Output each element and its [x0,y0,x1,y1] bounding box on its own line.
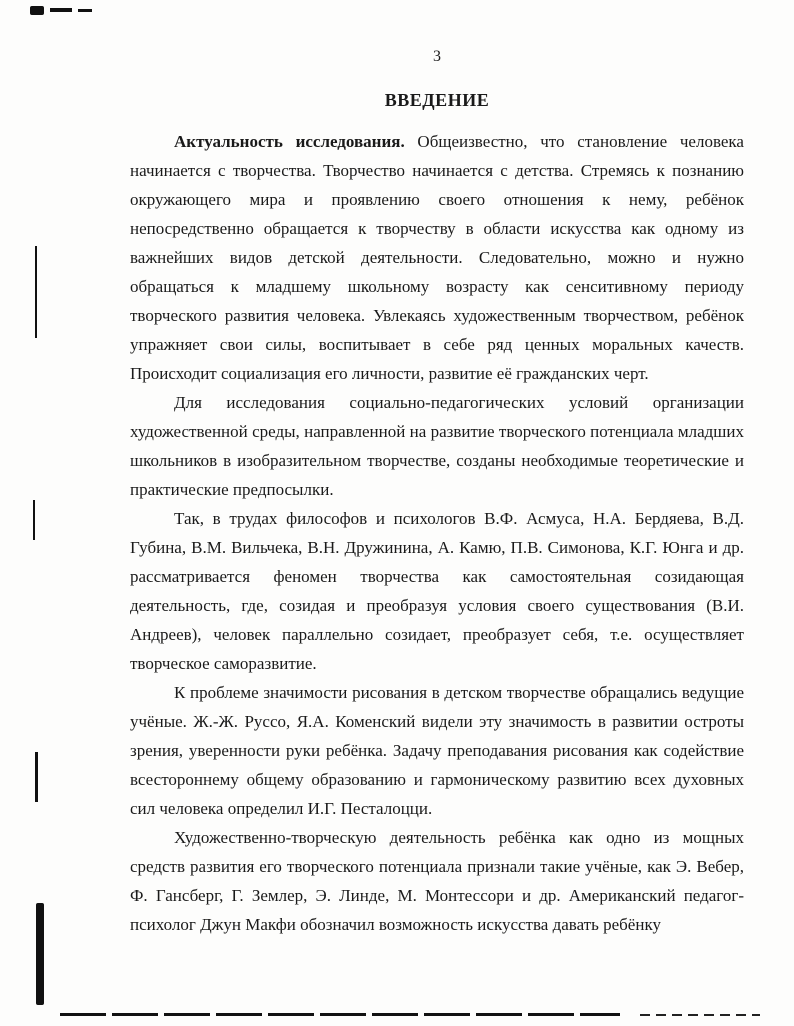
section-title: ВВЕДЕНИЕ [384,90,490,110]
scan-artifact-top-blot [30,6,44,15]
paragraph-4 [130,678,744,823]
paragraph-4-text: К проблеме значимости рисования в детском творчестве обращались ведущие учёные. Ж.-Ж. Руссо, Я.А. Коменский видели эту значимость в развитии остроты зрения, уверенности руки ребёнка. Задачу преподавания рисования как содействие всестороннему общему образованию и гармоническому развитию всех духовных сил человека определил И.Г. Песталоцци. [130,683,744,818]
scan-artifact-top-dash [50,8,72,12]
paragraph-2-text: Для исследования социально-педагогических условий организации художественной среды, направленной на развитие творческого потенциала младших школьников в изобразительном творчестве, созданы необходимые теоретические и практические предпосылки. [130,393,744,499]
page-content [130,48,744,939]
scan-artifact-bottom-rule-right [640,1014,760,1016]
scan-artifact-left-line-2 [33,500,35,540]
paragraph-3 [130,504,744,678]
scan-artifact-top-dash-2 [78,9,92,12]
paragraph-5 [130,823,744,939]
scan-artifact-left-line-3 [35,752,38,802]
page-number: 3 [433,48,441,65]
scan-artifact-left-line-1 [35,246,37,338]
paragraph-1-text: Общеизвестно, что становление человека начинается с творчества. Творчество начинается с детства. Стремясь к познанию окружающего мира и проявлению своего отношения к нему, ребёнок непосредственно обращается к творчеству в области искусства как одному из важнейших видов детской деятельности. Следовательно, можно и нужно обращаться к младшему школьному возрасту как сенситивному периоду творческого развития человека. Увлекаясь художественным творчеством, ребёнок упражняет свои силы, воспитывает в себе ряд ценных моральных качеств. Происходит социализация его личности, развитие её гражданских черт. [130,132,744,383]
paragraph-5-text: Художественно-творческую деятельность ребёнка как одно из мощных средств развития его творческого потенциала признали такие учёные, как Э. Вебер, Ф. Гансберг, Г. Землер, Э. Линде, М. Монтессори и др. Американский педагог-психолог Джун Макфи обозначил возможность искусства давать ребёнку [130,828,744,934]
paragraph-2 [130,388,744,504]
scan-artifact-bottom-bar [36,903,44,1005]
paragraph-1-lead: Актуальность исследования. [174,132,405,151]
scan-artifact-bottom-rule [60,1013,620,1016]
paragraph-1 [130,127,744,388]
paragraph-3-text: Так, в трудах философов и психологов В.Ф. Асмуса, Н.А. Бердяева, В.Д. Губина, В.М. Вильчека, В.Н. Дружинина, А. Камю, П.В. Симонова, К.Г. Юнга и др. рассматривается феномен творчества как самостоятельная созидающая деятельность, где, созидая и преобразуя условия своего существования (В.И. Андреев), человек параллельно созидает, преобразует себя, т.е. осуществляет творческое саморазвитие. [130,509,744,673]
